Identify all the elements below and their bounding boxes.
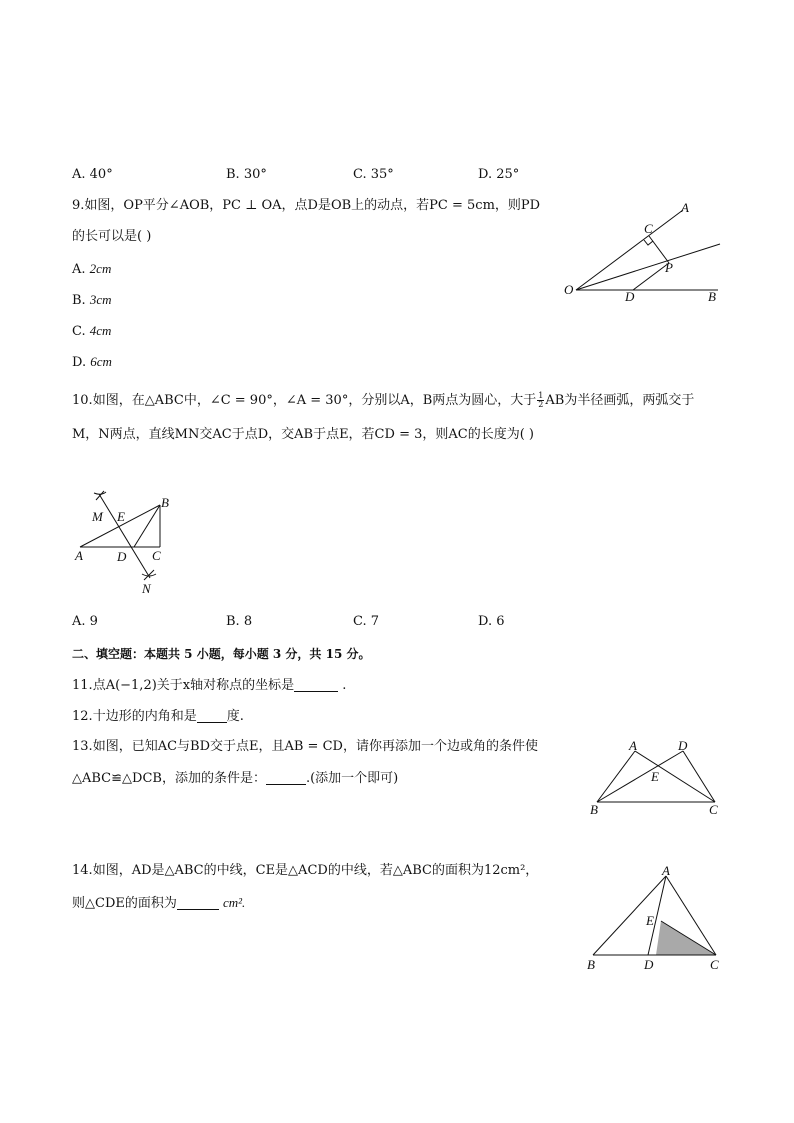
q8-option-b: B. 30° — [226, 167, 267, 182]
q10-label-a: A — [75, 548, 83, 563]
q14-label-b: B — [587, 957, 595, 972]
q9-option-d: D. 6cm — [72, 354, 112, 370]
q9-label-c: C — [644, 221, 653, 236]
q14-label-d: D — [644, 957, 654, 972]
q10-label-m: M — [92, 509, 103, 524]
q10-label-n: N — [142, 581, 151, 596]
q13-label-c: C — [709, 802, 718, 817]
q9-label-b: B — [708, 289, 716, 304]
q11-answer-blank[interactable] — [294, 679, 338, 692]
q10-option-c: C. 7 — [353, 614, 380, 629]
question-11: 11.点A(−1,2)关于x轴对称点的坐标是 . — [72, 678, 347, 693]
q10-label-d: D — [117, 549, 127, 564]
section-2-heading: 二、填空题：本题共 5 小题，每小题 3 分，共 15 分。 — [72, 647, 371, 661]
q9-stem: 如图，OP平分∠AOB，PC ⊥ OA，点D是OB上的动点，若PC = 5cm，则PD — [84, 198, 541, 213]
q10-figure — [72, 490, 182, 600]
q8-option-a: A. 40° — [72, 167, 113, 182]
q10-label-b: B — [161, 495, 169, 510]
q13-label-d: D — [678, 738, 688, 753]
q10-stem-line2: M，N两点，直线MN交AC于点D，交AB于点E，若CD = 3，则AC的长度为( ) — [72, 427, 534, 442]
q13-figure — [585, 738, 725, 820]
q10-number: 10. — [72, 393, 93, 408]
q13-label-e: E — [651, 769, 659, 784]
q9-label-a: A — [681, 200, 689, 215]
q13-label-a: A — [629, 738, 637, 753]
q9-label-d: D — [625, 289, 635, 304]
q14-label-e: E — [646, 913, 654, 928]
q14-figure — [585, 862, 725, 974]
q9-figure — [560, 198, 725, 308]
q9-option-a: A. 2cm — [72, 261, 112, 277]
q9-label-o: O — [564, 282, 574, 297]
q9-label-p: P — [665, 260, 673, 275]
q10-option-b: B. 8 — [226, 614, 253, 629]
q14-stem-line2: 则△CDE的面积为 — [72, 896, 177, 911]
q10-fraction: $\frac{1}{2}$ — [538, 391, 544, 409]
q13-number: 13. — [72, 739, 93, 754]
q14-label-c: C — [710, 957, 719, 972]
q10-option-d: D. 6 — [478, 614, 505, 629]
q14-answer-blank[interactable] — [177, 897, 219, 910]
q13-label-b: B — [590, 802, 598, 817]
q13-answer-blank[interactable] — [266, 772, 306, 785]
q9-stem-line2: 的长可以是( ) — [72, 229, 152, 244]
q13-stem-line2: △ABC≌△DCB，添加的条件是： — [72, 771, 266, 786]
q10-label-c: C — [152, 548, 161, 563]
question-12: 12.十边形的内角和是 度. — [72, 709, 244, 724]
q8-option-d: D. 25° — [478, 167, 520, 182]
q14-stem: 如图，AD是△ABC的中线，CE是△ACD的中线，若△ABC的面积为12cm²， — [92, 863, 539, 878]
q14-number: 14. — [72, 863, 93, 878]
q12-answer-blank[interactable] — [197, 710, 227, 723]
q9-option-c: C. 4cm — [72, 323, 112, 339]
q10-stem-b: AB为半径画弧，两弧交于 — [545, 393, 695, 408]
q13-stem: 如图，已知AC与BD交于点E，且AB = CD，请你再添加一个边或角的条件使 — [92, 739, 538, 754]
q10-stem-a: 如图，在△ABC中，∠C = 90°，∠A = 30°，分别以A，B两点为圆心，大于 — [92, 393, 537, 408]
q9-number: 9. — [72, 198, 85, 213]
q14-label-a: A — [662, 863, 670, 878]
q8-option-c: C. 35° — [353, 167, 394, 182]
q9-option-b: B. 3cm — [72, 292, 112, 308]
q10-option-a: A. 9 — [72, 614, 98, 629]
q10-label-e: E — [117, 509, 125, 524]
